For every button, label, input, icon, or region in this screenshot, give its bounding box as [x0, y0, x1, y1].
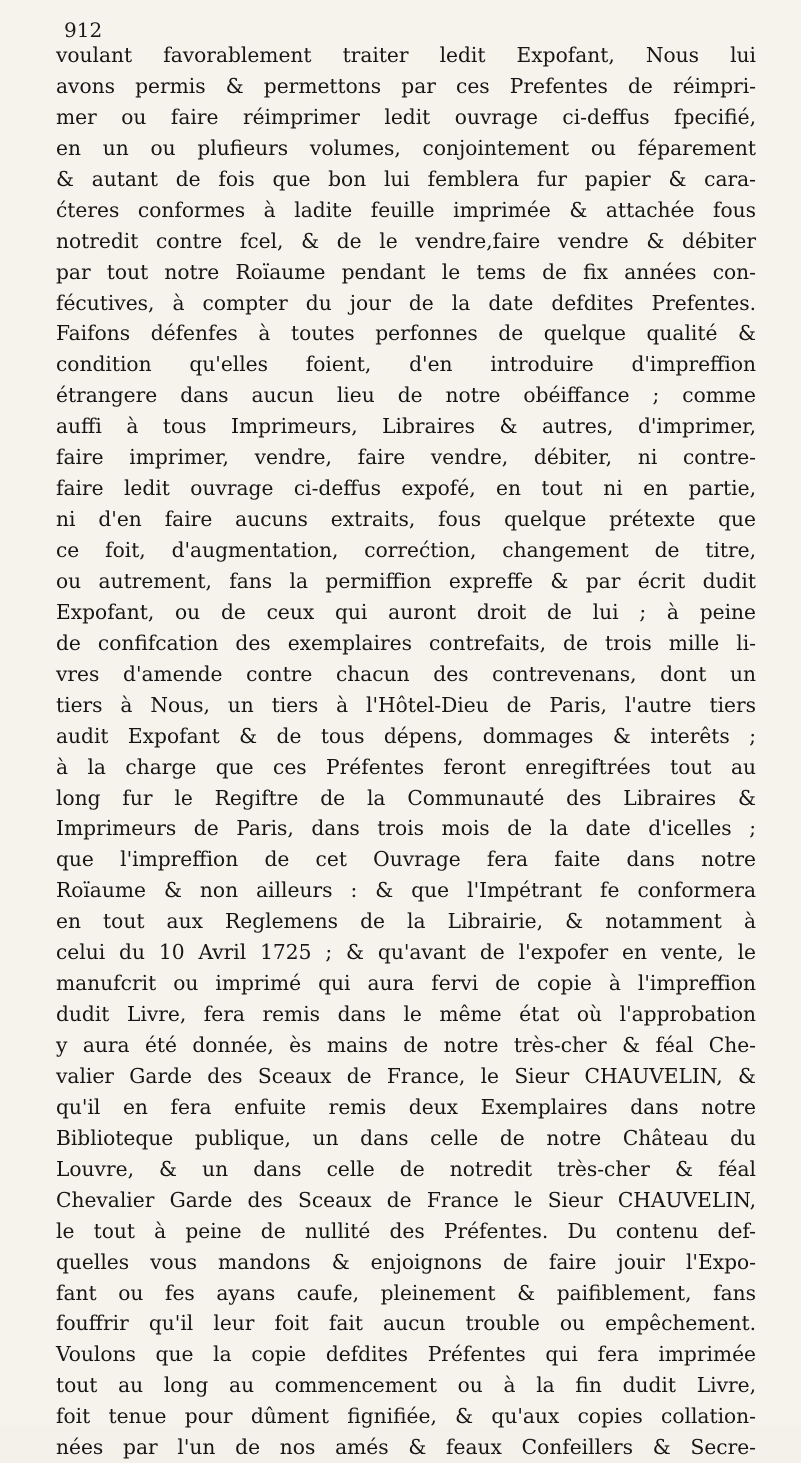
text-line: foit tenue pour dûment fignifiée, & qu'aux copies collation-	[56, 1404, 756, 1429]
text-line: avons permis & permettons par ces Prefentes de réimpri-	[56, 73, 756, 98]
text-line: Imprimeurs de Paris, dans trois mois de la date d'icelles ;	[56, 816, 756, 841]
body-text	[56, 40, 756, 1463]
text-line: valier Garde des Sceaux de France, le Sieur CHAUVELIN, &	[56, 1063, 756, 1088]
text-line: Chevalier Garde des Sceaux de France le Sieur CHAUVELIN,	[56, 1187, 756, 1212]
text-line: de confifcation des exemplaires contrefaits, de trois mille li-	[56, 630, 756, 655]
text-line: Louvre, & un dans celle de notredit très-cher & féal	[56, 1156, 756, 1181]
text-line: ni d'en faire aucuns extraits, fous quelque prétexte que	[56, 507, 756, 532]
text-line: celui du 10 Avril 1725 ; & qu'avant de l'expofer en vente, le	[56, 940, 756, 965]
text-line: long fur le Regiftre de la Communauté des Libraires &	[56, 785, 756, 810]
text-line: étrangere dans aucun lieu de notre obéiffance ; comme	[56, 383, 756, 408]
text-line: manufcrit ou imprimé qui aura fervi de copie à l'impreffion	[56, 971, 756, 996]
text-line: tiers à Nous, un tiers à l'Hôtel-Dieu de Paris, l'autre tiers	[56, 692, 756, 717]
text-line: faire imprimer, vendre, faire vendre, débiter, ni contre-	[56, 445, 756, 470]
text-line: Voulons que la copie defdites Préfentes qui fera imprimée	[56, 1342, 756, 1367]
text-line: Roïaume & non ailleurs : & que l'Impétrant fe conformera	[56, 878, 756, 903]
text-line: y aura été donnée, ès mains de notre très-cher & féal Che-	[56, 1033, 756, 1057]
text-line: ce foit, d'augmentation, correćtion, changement de titre,	[56, 538, 756, 562]
text-line: fécutives, à compter du jour de la date defdites Prefentes.	[56, 290, 756, 315]
text-line: Faifons défenfes à toutes perfonnes de quelque qualité &	[56, 321, 756, 346]
text-line: audit Expofant & de tous dépens, dommages & interêts ;	[56, 723, 756, 748]
text-line: vres d'amende contre chacun des contrevenans, dont un	[56, 661, 756, 686]
text-line: le tout à peine de nullité des Préfentes. Du contenu def-	[56, 1218, 756, 1243]
text-line: & autant de fois que bon lui femblera fur papier & cara-	[56, 166, 756, 191]
text-line: condition qu'elles foient, d'en introduire d'impreffion	[56, 352, 756, 377]
text-line: à la charge que ces Préfentes feront enregiftrées tout au	[56, 754, 756, 779]
text-line: dudit Livre, fera remis dans le même état où l'approbation	[56, 1002, 756, 1027]
text-line: mer ou faire réimprimer ledit ouvrage ci-deffus fpecifié,	[56, 104, 756, 129]
page-number: 912	[64, 18, 103, 42]
text-line: Biblioteque publique, un dans celle de notre Château du	[56, 1125, 756, 1150]
text-line: en tout aux Reglemens de la Librairie, & notamment à	[56, 909, 756, 934]
text-line: quelles vous mandons & enjoignons de faire jouir l'Expo-	[56, 1249, 756, 1274]
text-line: qu'il en fera enfuite remis deux Exemplaires dans notre	[56, 1094, 756, 1119]
text-line: ćteres conformes à ladite feuille imprimée & attachée fous	[56, 197, 756, 222]
text-line: ou autrement, fans la permiffion expreffe & par écrit dudit	[56, 568, 756, 593]
text-line: que l'impreffion de cet Ouvrage fera faite dans notre	[56, 847, 756, 872]
text-line: nées par l'un de nos amés & feaux Confeillers & Secre-	[56, 1435, 756, 1460]
text-line: par tout notre Roïaume pendant le tems de fix années con-	[56, 259, 756, 284]
text-line: faire ledit ouvrage ci-deffus expofé, en tout ni en partie,	[56, 476, 756, 501]
text-line: en un ou plufieurs volumes, conjointement ou féparement	[56, 135, 756, 160]
text-line: fouffrir qu'il leur foit fait aucun trouble ou empêchement.	[56, 1311, 756, 1336]
text-line: tout au long au commencement ou à la fin dudit Livre,	[56, 1373, 756, 1398]
text-line: fant ou fes ayans caufe, pleinement & paifiblement, fans	[56, 1280, 756, 1305]
text-line: voulant favorablement traiter ledit Expofant, Nous lui	[56, 43, 756, 67]
text-line: Expofant, ou de ceux qui auront droit de lui ; à peine	[56, 599, 756, 624]
text-line: notredit contre fcel, & de le vendre,faire vendre & débiter	[56, 228, 756, 253]
text-line: auffi à tous Imprimeurs, Libraires & autres, d'imprimer,	[56, 414, 756, 439]
